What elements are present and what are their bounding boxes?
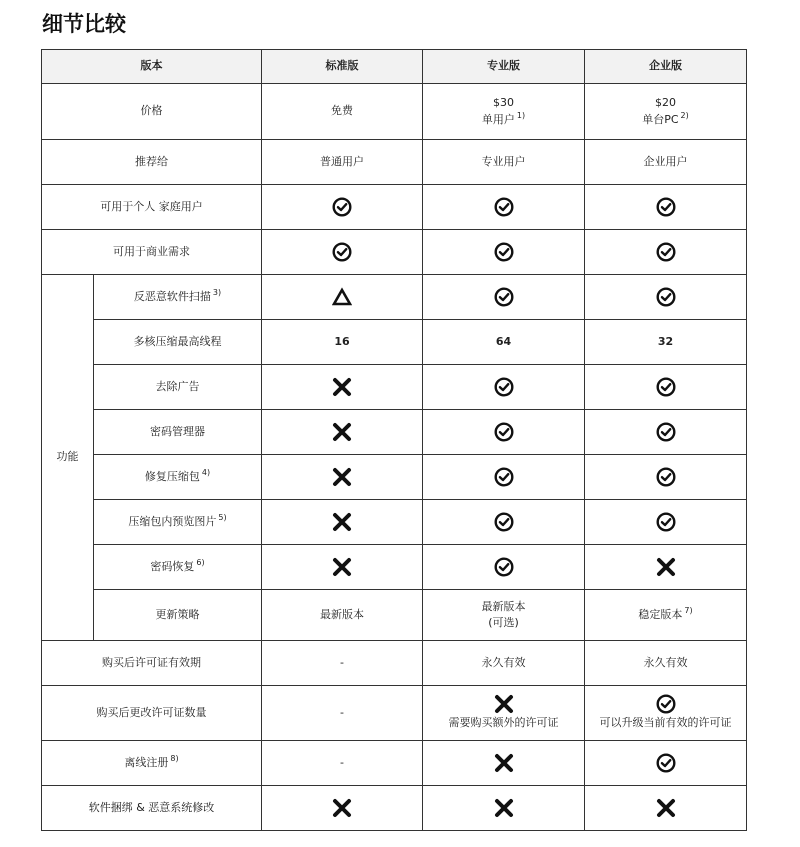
- professional-cell: [423, 590, 585, 641]
- feature-label: 多核压缩最高线程: [94, 320, 262, 365]
- feature-label: 密码恢复 $^{6)}$: [94, 545, 262, 590]
- footnote-marker: 1): [516, 110, 526, 120]
- cross-icon: [656, 798, 676, 818]
- check-circle-icon: [494, 512, 514, 532]
- cross-icon: [332, 798, 352, 818]
- header-standard: 标准版: [262, 50, 423, 84]
- row-label: 推荐给: [42, 140, 262, 185]
- check-circle-icon: [656, 422, 676, 442]
- price-value: $30: [493, 96, 514, 109]
- enterprise-cell: [585, 741, 747, 786]
- enterprise-cell: [585, 275, 747, 320]
- cross-icon: [332, 467, 352, 487]
- row-label: 购买后许可证有效期: [42, 641, 262, 686]
- group-label: 功能: [42, 275, 94, 641]
- cross-icon: [656, 557, 676, 577]
- enterprise-cell: [585, 410, 747, 455]
- enterprise-cell: [585, 786, 747, 831]
- feature-label: 反恶意软件扫描 $^{3)}$: [94, 275, 262, 320]
- enterprise-cell: [585, 545, 747, 590]
- check-circle-icon: [656, 467, 676, 487]
- license-note: 可以升级当前有效的许可证: [599, 716, 732, 730]
- check-circle-icon: [494, 242, 514, 262]
- standard-cell: [262, 230, 423, 275]
- enterprise-cell: [585, 84, 747, 140]
- feature-label: 去除广告: [94, 365, 262, 410]
- footnote-marker: 7): [684, 606, 693, 616]
- professional-cell: [423, 410, 585, 455]
- standard-cell: 16: [262, 320, 423, 365]
- professional-cell: 专业用户: [423, 140, 585, 185]
- professional-cell: [423, 455, 585, 500]
- price-unit: 单台PC: [642, 112, 679, 126]
- professional-cell: [423, 686, 585, 741]
- enterprise-cell: [585, 365, 747, 410]
- standard-cell: [262, 786, 423, 831]
- table-row: [42, 365, 747, 410]
- enterprise-cell: [585, 500, 747, 545]
- license-note: 需要购买额外的许可证: [448, 716, 559, 730]
- professional-cell: [423, 230, 585, 275]
- standard-cell: [262, 500, 423, 545]
- feature-label: 修复压缩包 $^{4)}$: [94, 455, 262, 500]
- table-row: [42, 140, 747, 185]
- professional-cell: [423, 84, 585, 140]
- table-row: [42, 84, 747, 140]
- table-row: [42, 455, 747, 500]
- check-circle-icon: [332, 197, 352, 217]
- feature-label: 更新策略: [94, 590, 262, 641]
- row-label: 价格: [42, 84, 262, 140]
- enterprise-cell: [585, 455, 747, 500]
- footnote-marker: 5): [218, 513, 227, 523]
- feature-label: 密码管理器: [94, 410, 262, 455]
- cross-icon: [494, 798, 514, 818]
- check-circle-icon: [494, 557, 514, 577]
- standard-cell: [262, 545, 423, 590]
- enterprise-cell: [585, 185, 747, 230]
- check-circle-icon: [656, 242, 676, 262]
- table-row: [42, 686, 747, 741]
- professional-cell: 64: [423, 320, 585, 365]
- standard-cell: 免费: [262, 84, 423, 140]
- check-circle-icon: [494, 287, 514, 307]
- table-row: [42, 590, 747, 641]
- cross-icon: [332, 557, 352, 577]
- header-row: [42, 50, 747, 84]
- check-circle-icon: [656, 377, 676, 397]
- professional-cell: [423, 365, 585, 410]
- enterprise-cell: 32: [585, 320, 747, 365]
- comparison-table: [41, 49, 747, 831]
- standard-cell: [262, 275, 423, 320]
- standard-cell: 普通用户: [262, 140, 423, 185]
- check-circle-icon: [494, 197, 514, 217]
- professional-cell: [423, 741, 585, 786]
- cross-icon: [332, 512, 352, 532]
- table-row: [42, 545, 747, 590]
- header-enterprise: 企业版: [585, 50, 747, 84]
- table-row: [42, 410, 747, 455]
- professional-cell: [423, 185, 585, 230]
- table-row: [42, 500, 747, 545]
- check-circle-icon: [656, 287, 676, 307]
- professional-cell: [423, 786, 585, 831]
- check-circle-icon: [332, 242, 352, 262]
- footnote-marker: 8): [170, 754, 179, 764]
- price-value: $20: [655, 96, 676, 109]
- row-label: 可用于商业需求: [42, 230, 262, 275]
- table-row: [42, 641, 747, 686]
- footnote-marker: 3): [212, 288, 222, 298]
- page-title: 细节比较: [42, 12, 126, 36]
- update-note: (可选): [488, 616, 519, 629]
- standard-cell: -: [262, 741, 423, 786]
- standard-cell: -: [262, 641, 423, 686]
- row-label: 购买后更改许可证数量: [42, 686, 262, 741]
- table-row: [42, 741, 747, 786]
- footnote-marker: 2): [680, 110, 689, 120]
- update-value: 最新版本: [481, 599, 526, 613]
- table-row: [42, 275, 747, 320]
- row-label: 软件捆绑 & 恶意系统修改: [42, 786, 262, 831]
- check-circle-icon: [494, 467, 514, 487]
- standard-cell: [262, 410, 423, 455]
- cross-icon: [494, 694, 514, 714]
- enterprise-cell: [585, 230, 747, 275]
- enterprise-cell: 企业用户: [585, 140, 747, 185]
- header-professional: 专业版: [423, 50, 585, 84]
- check-circle-icon: [656, 512, 676, 532]
- standard-cell: [262, 185, 423, 230]
- professional-cell: [423, 275, 585, 320]
- footnote-marker: 4): [201, 468, 211, 478]
- table-row: [42, 786, 747, 831]
- triangle-icon: [332, 287, 352, 307]
- row-label: 可用于个人 家庭用户: [42, 185, 262, 230]
- standard-cell: [262, 455, 423, 500]
- cross-icon: [332, 377, 352, 397]
- check-circle-icon: [656, 753, 676, 773]
- table-row: [42, 230, 747, 275]
- check-circle-icon: [494, 377, 514, 397]
- standard-cell: [262, 365, 423, 410]
- enterprise-cell: 稳定版本 $^{7)}$: [585, 590, 747, 641]
- professional-cell: [423, 545, 585, 590]
- row-label: 离线注册 $^{8)}$: [42, 741, 262, 786]
- enterprise-cell: [585, 686, 747, 741]
- check-circle-icon: [494, 422, 514, 442]
- table-row: [42, 320, 747, 365]
- price-unit: 单用户: [481, 112, 515, 126]
- professional-cell: [423, 500, 585, 545]
- table-row: [42, 185, 747, 230]
- cross-icon: [332, 422, 352, 442]
- cross-icon: [494, 753, 514, 773]
- check-circle-icon: [656, 694, 676, 714]
- standard-cell: 最新版本: [262, 590, 423, 641]
- header-edition: 版本: [42, 50, 262, 84]
- standard-cell: -: [262, 686, 423, 741]
- enterprise-cell: 永久有效: [585, 641, 747, 686]
- professional-cell: 永久有效: [423, 641, 585, 686]
- footnote-marker: 6): [196, 558, 205, 568]
- feature-label: 压缩包内预览图片 $^{5)}$: [94, 500, 262, 545]
- check-circle-icon: [656, 197, 676, 217]
